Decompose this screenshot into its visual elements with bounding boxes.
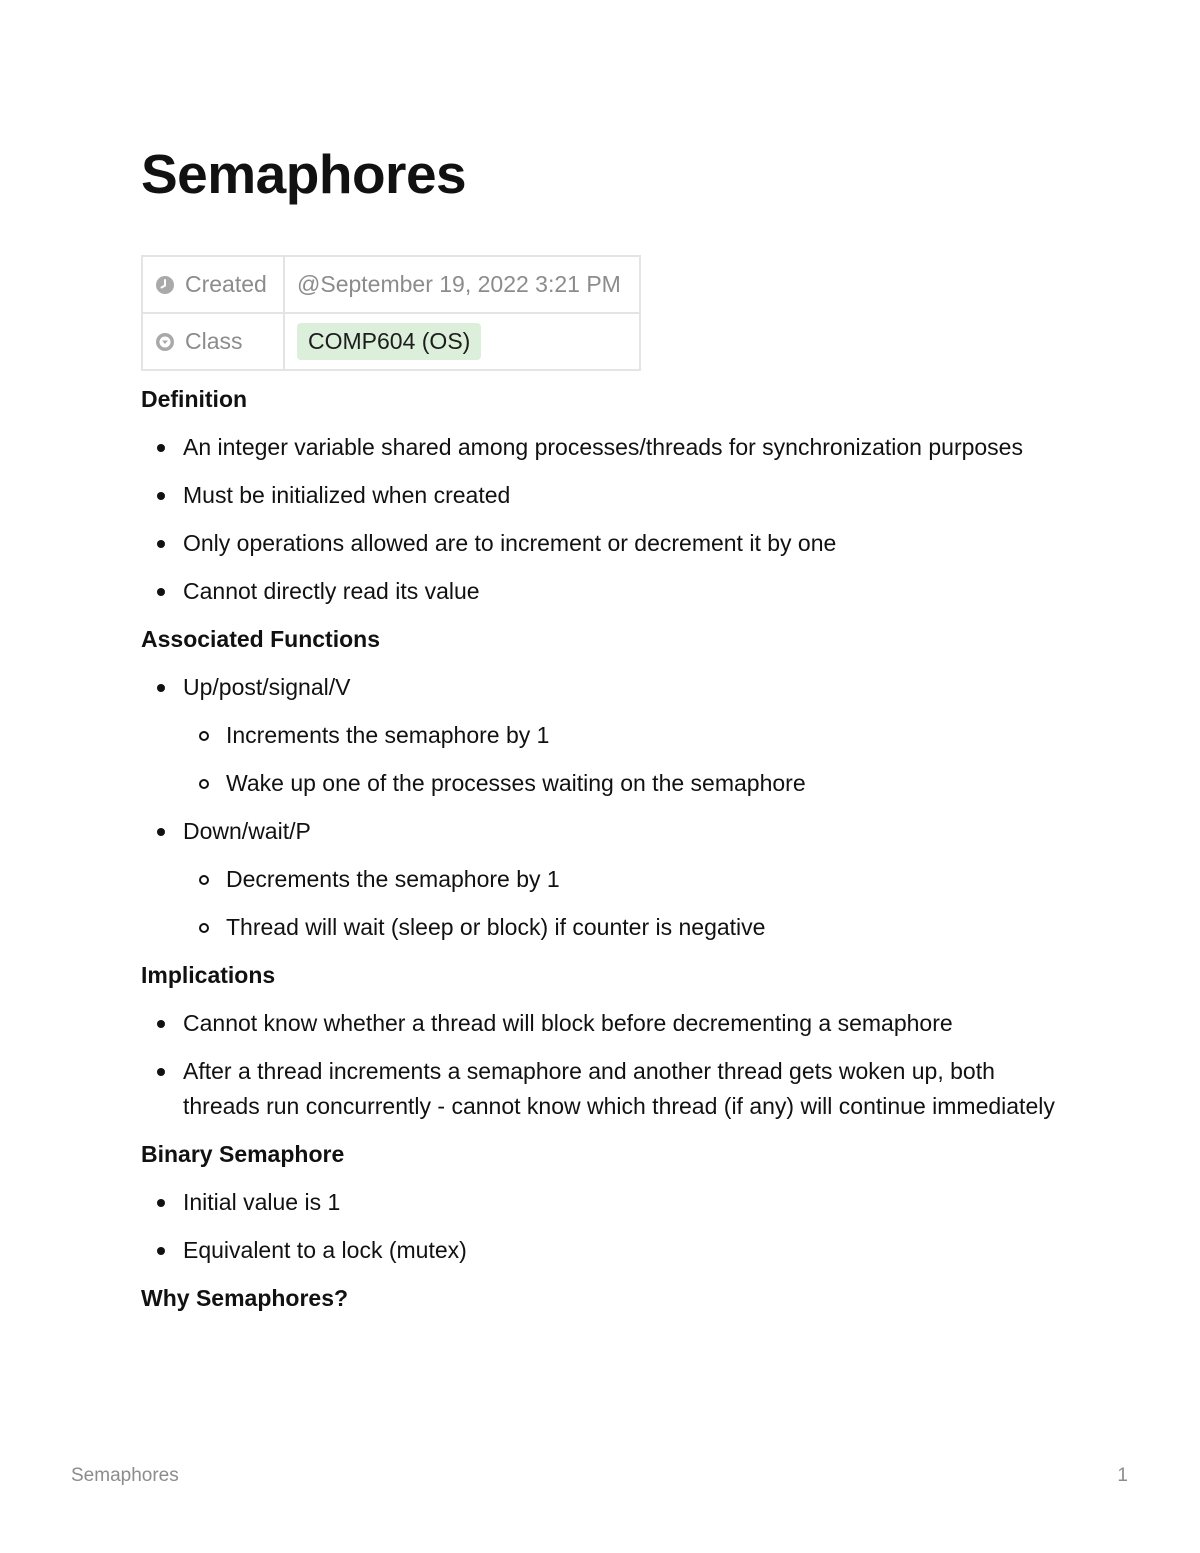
definition-list (141, 430, 1061, 609)
sub-list-item-text: Increments the semaphore by 1 (226, 722, 550, 748)
sub-list-item-text: Decrements the semaphore by 1 (226, 866, 560, 892)
heading-binary-semaphore: Binary Semaphore (141, 1141, 345, 1167)
list-item-text: Only operations allowed are to increment or decrement it by one (183, 530, 837, 556)
list-item (141, 430, 1061, 465)
footer-doc-name: Semaphores (71, 1465, 179, 1486)
heading-definition: Definition (141, 386, 248, 412)
property-key-created (142, 256, 284, 313)
page-body (141, 382, 1061, 1316)
property-row-class (142, 313, 640, 370)
sub-list-item-text: Wake up one of the processes waiting on the semaphore (226, 770, 806, 796)
list-item (141, 1054, 1061, 1124)
list-item-text: Must be initialized when created (183, 482, 511, 508)
heading-why-semaphores: Why Semaphores? (141, 1285, 349, 1311)
heading-implications: Implications (141, 962, 276, 988)
property-row-created (142, 256, 640, 313)
footer-page-number: 1 (1117, 1465, 1128, 1486)
binary-semaphore-list (141, 1185, 1061, 1268)
sub-list (183, 718, 1061, 801)
list-item-text: Up/post/signal/V (183, 674, 351, 700)
property-label-class: Class (185, 328, 243, 354)
list-item (141, 1233, 1061, 1268)
page-title: Semaphores (141, 143, 467, 205)
sub-list (183, 862, 1061, 945)
list-item-text: An integer variable shared among processes/threads for synchronization purposes (183, 434, 1023, 460)
list-item-text: Cannot know whether a thread will block before decrementing a semaphore (183, 1010, 953, 1036)
sub-list-item (183, 862, 1061, 897)
list-item (141, 670, 1061, 801)
list-item-text: Down/wait/P (183, 818, 311, 844)
sub-list-item-text: Thread will wait (sleep or block) if counter is negative (226, 914, 766, 940)
implications-list (141, 1006, 1061, 1124)
properties-table (141, 255, 641, 371)
list-item (141, 526, 1061, 561)
list-item (141, 574, 1061, 609)
list-item-text: After a thread increments a semaphore and another thread gets woken up, both threads run concurrently - cannot know which thread (if any) will continue immediately (183, 1058, 1055, 1119)
property-label-created: Created (185, 271, 267, 297)
list-item-text: Cannot directly read its value (183, 578, 480, 604)
list-item (141, 478, 1061, 513)
clock-icon (155, 275, 175, 295)
property-value-class (284, 313, 640, 370)
class-tag[interactable]: COMP604 (OS) (297, 323, 481, 360)
list-item (141, 1006, 1061, 1041)
list-item (141, 1185, 1061, 1220)
property-key-class (142, 313, 284, 370)
list-item-text: Initial value is 1 (183, 1189, 341, 1215)
property-value-created[interactable]: @September 19, 2022 3:21 PM (284, 256, 640, 313)
select-icon (155, 332, 175, 352)
associated-functions-list (141, 670, 1061, 945)
sub-list-item (183, 718, 1061, 753)
heading-associated-functions: Associated Functions (141, 626, 380, 652)
sub-list-item (183, 766, 1061, 801)
sub-list-item (183, 910, 1061, 945)
list-item-text: Equivalent to a lock (mutex) (183, 1237, 467, 1263)
list-item (141, 814, 1061, 945)
